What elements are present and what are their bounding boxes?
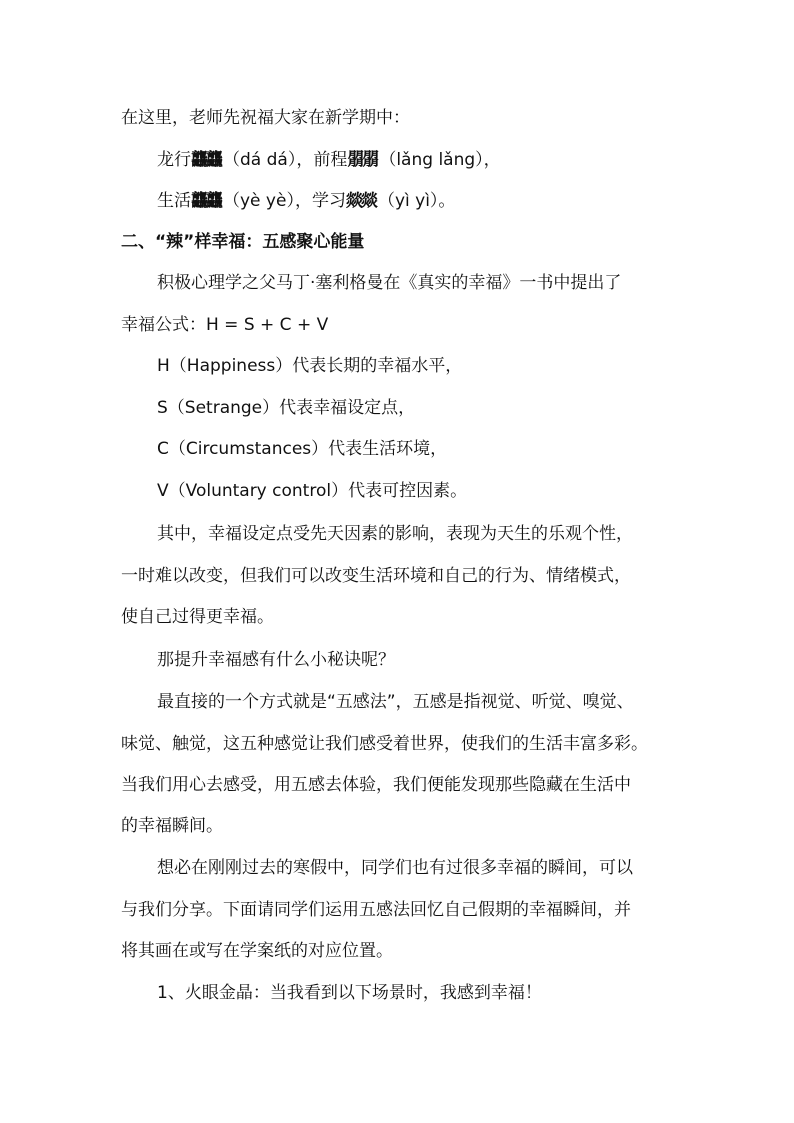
rare-character-pair: 龘龘 xyxy=(191,191,221,211)
paragraph-line: 使自己过得更幸福。 xyxy=(121,607,274,627)
formula-term: H（Happiness）代表长期的幸福水平， xyxy=(157,356,463,376)
blessing-2-b-post: （yì yì）。 xyxy=(377,191,456,211)
blessing-1-a-post: （dá dá），前程 xyxy=(223,150,348,170)
list-item-1: 1、火眼金晶：当我看到以下场景时，我感到幸福！ xyxy=(157,983,542,1003)
greeting-line: 在这里，老师先祝福大家在新学期中： xyxy=(121,108,410,128)
paragraph-line: 最直接的一个方式就是“五感法”，五感是指视觉、听觉、嗅觉、 xyxy=(157,692,634,712)
question-line: 那提升幸福感有什么小秘诀呢？ xyxy=(157,650,395,670)
paragraph-line: 味觉、触觉，这五种感觉让我们感受着世界，使我们的生活丰富多彩。 xyxy=(121,734,648,754)
paragraph-line: 将其画在或写在学案纸的对应位置。 xyxy=(121,941,393,961)
paragraph-line: 积极心理学之父马丁·塞利格曼在《真实的幸福》一书中提出了 xyxy=(157,273,622,293)
rare-character-pair: 龘龘 xyxy=(191,150,221,170)
paragraph-line: 其中，幸福设定点受先天因素的影响，表现为天生的乐观个性， xyxy=(157,524,633,544)
blessing-1-a-pre: 龙行 xyxy=(157,150,191,170)
formula-term: C（Circumstances）代表生活环境， xyxy=(157,439,448,459)
paragraph-line: 一时难以改变，但我们可以改变生活环境和自己的行为、情绪模式， xyxy=(121,566,631,586)
rare-character-pair: 朤朤 xyxy=(347,150,378,170)
formula-term: S（Setrange）代表幸福设定点， xyxy=(157,398,416,418)
blessing-1-b-post: （lǎng lǎng）， xyxy=(379,150,501,170)
formula-term: V（Voluntary control）代表可控因素。 xyxy=(157,481,468,501)
blessing-2-a-post: （yè yè），学习 xyxy=(223,191,346,211)
blessing-line-2 xyxy=(157,189,455,213)
blessing-line-1 xyxy=(157,148,501,172)
paragraph-line: 想必在刚刚过去的寒假中，同学们也有过很多幸福的瞬间，可以 xyxy=(157,858,633,878)
rare-character-pair: 燚燚 xyxy=(345,191,376,211)
paragraph-line: 的幸福瞬间。 xyxy=(121,816,223,836)
section-heading: 二、“辣”样幸福：五感聚心能量 xyxy=(121,232,365,252)
paragraph-line: 当我们用心去感受，用五感去体验，我们便能发现那些隐藏在生活中 xyxy=(121,775,631,795)
paragraph-line: 与我们分享。下面请同学们运用五感法回忆自己假期的幸福瞬间，并 xyxy=(121,900,631,920)
blessing-2-a-pre: 生活 xyxy=(157,191,191,211)
paragraph-line: 幸福公式：H = S + C + V xyxy=(121,315,329,335)
